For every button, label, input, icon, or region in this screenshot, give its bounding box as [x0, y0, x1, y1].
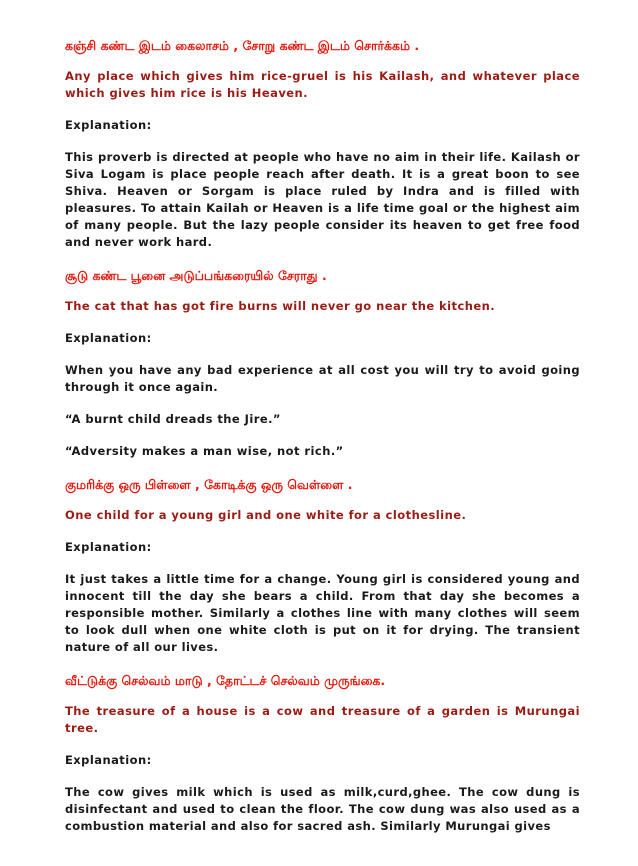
proverb-4-explanation-label: Explanation: [65, 753, 152, 767]
document-page [65, 36, 580, 835]
proverb-2-quote-2: “Adversity makes a man wise, not rich.” [65, 444, 344, 458]
proverb-3-translation: One child for a young girl and one white for a clothesline. [65, 508, 467, 522]
proverb-4-explanation: The cow gives milk which is used as milk,curd,ghee. The cow dung is disinfectant and used to clean the floor. The cow dung was also used as a combustion material and also for sacred ash. Similarly Murungai gives [65, 785, 580, 833]
proverb-4 [65, 671, 580, 835]
proverb-2-quote-1: “A burnt child dreads the Jire.” [65, 412, 281, 426]
proverb-2-translation: The cat that has got fire burns will never go near the kitchen. [65, 299, 496, 313]
proverb-3 [65, 475, 580, 656]
proverb-3-explanation-label: Explanation: [65, 540, 152, 554]
proverb-1-explanation-label: Explanation: [65, 118, 152, 132]
proverb-2-tamil: சூடு கண்ட பூனை அடுப்பங்கரையில் சேராது . [65, 268, 327, 283]
proverb-2 [65, 266, 580, 460]
proverb-1-translation: Any place which gives him rice-gruel is his Kailash, and whatever place which gives him rice is his Heaven. [65, 69, 580, 100]
proverb-3-tamil: குமரிக்கு ஒரு பிள்ளை , கோடிக்கு ஒரு வெள்ளை . [65, 477, 353, 492]
proverb-1 [65, 36, 580, 251]
proverb-2-explanation: When you have any bad experience at all cost you will try to avoid going through it once again. [65, 363, 580, 394]
proverb-2-explanation-label: Explanation: [65, 331, 152, 345]
proverb-4-translation: The treasure of a house is a cow and treasure of a garden is Murungai tree. [65, 704, 580, 735]
proverb-4-tamil: வீட்டுக்கு செல்வம் மாடு , தோட்டச் செல்வம் முருங்கை. [65, 673, 386, 688]
proverb-1-explanation: This proverb is directed at people who have no aim in their life. Kailash or Siva Logam is place people reach after death. It is a great boon to see Shiva. Heaven or Sorgam is place ruled by Indra and is filled with pleasures. To attain Kailah or Heaven is a life time goal or the highest aim of many people. But the lazy people consider its heaven to get free food and never work hard. [65, 150, 580, 249]
proverb-1-tamil: கஞ்சி கண்ட இடம் கைலாசம் , சோறு கண்ட இடம் சொர்க்கம் . [65, 38, 420, 53]
proverb-3-explanation: It just takes a little time for a change. Young girl is considered young and innocent till the day she bears a child. From that day she becomes a responsible mother. Similarly a clothes line with many clothes will seem to look dull when one white cloth is put on it for drying. The transient nature of all our lives. [65, 572, 580, 654]
